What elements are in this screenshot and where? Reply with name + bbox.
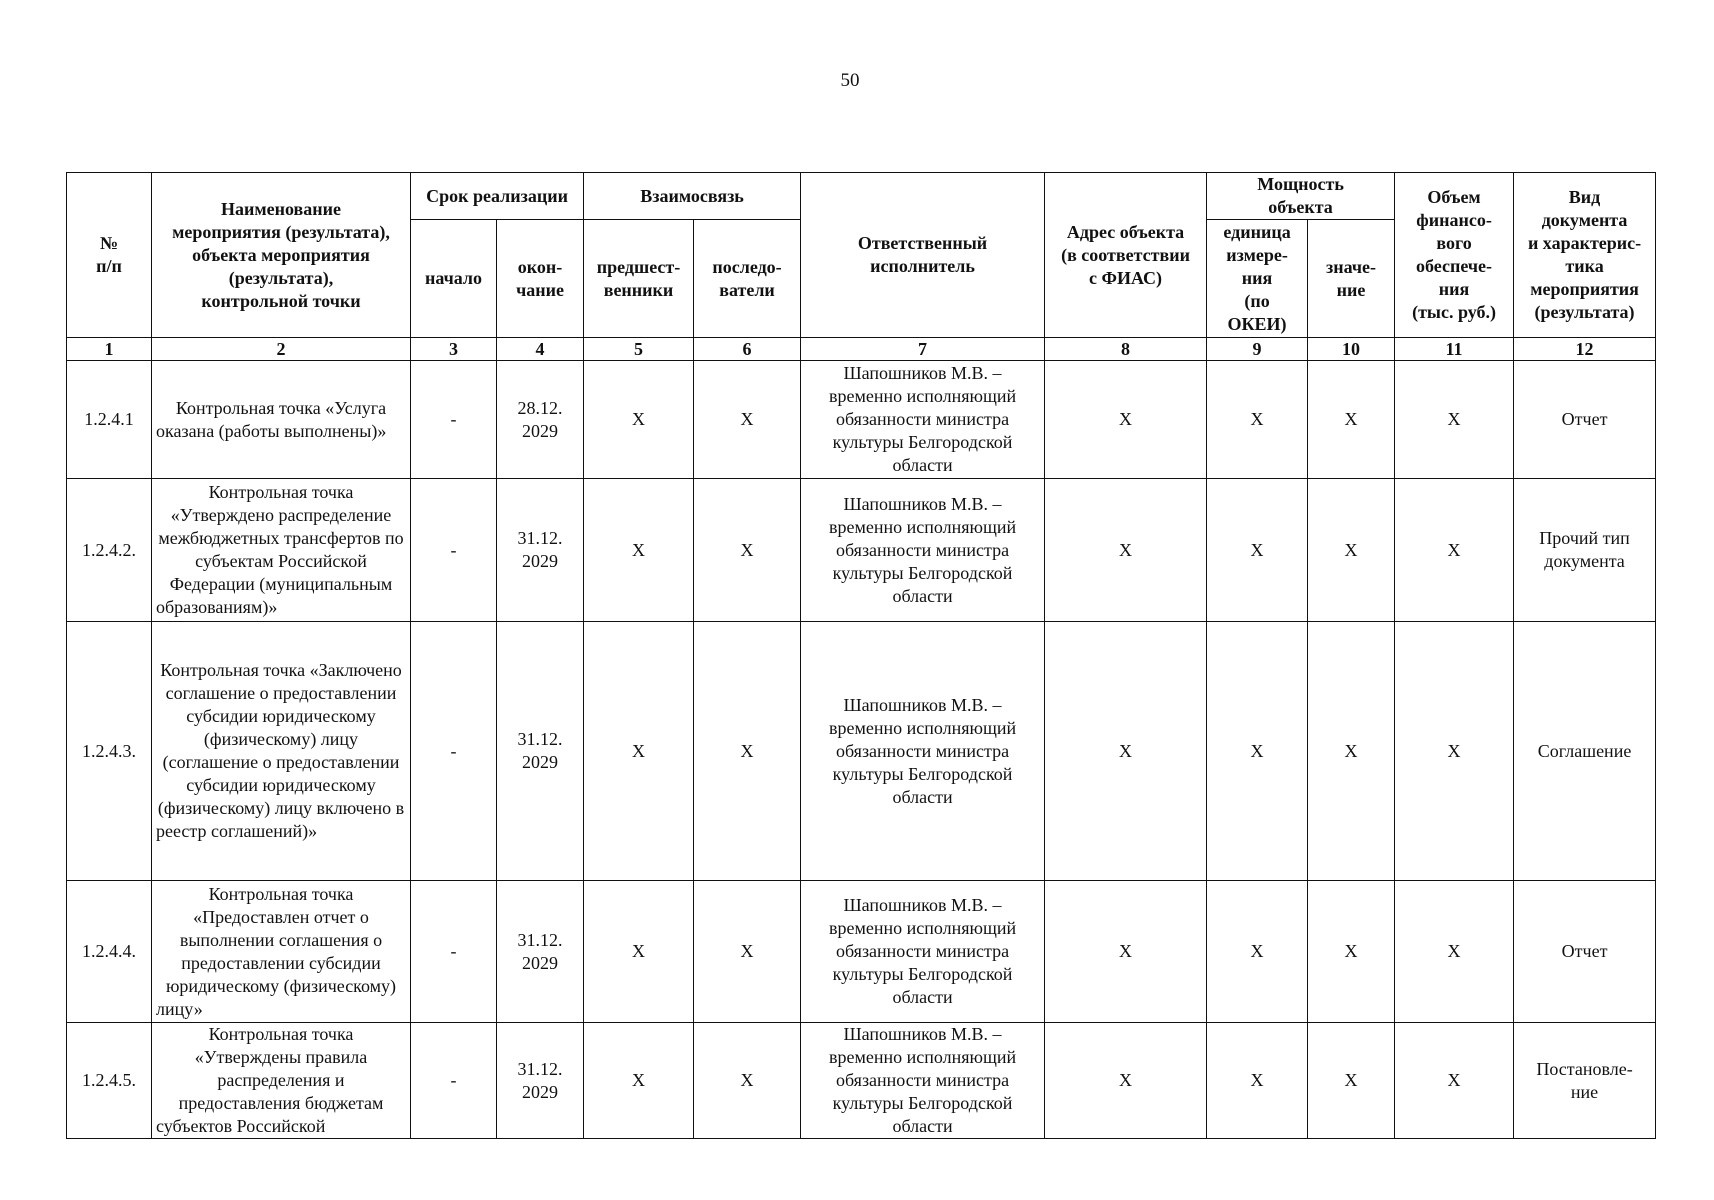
header-capacity-value: значе- ние <box>1308 220 1395 338</box>
row-value: X <box>1308 1023 1395 1139</box>
row-funding: X <box>1395 881 1514 1023</box>
header-address: Адрес объекта (в соответствии с ФИАС) <box>1045 173 1207 338</box>
row-predecessors: X <box>584 1023 694 1139</box>
row-document: Отчет <box>1514 881 1656 1023</box>
table-row <box>67 1023 1656 1139</box>
column-number: 6 <box>694 338 801 361</box>
row-start: - <box>411 1023 497 1139</box>
row-number: 1.2.4.3. <box>67 622 152 881</box>
row-predecessors: X <box>584 361 694 479</box>
header-number: № п/п <box>67 173 152 338</box>
row-unit: X <box>1207 1023 1308 1139</box>
table-row <box>67 881 1656 1023</box>
page-number: 50 <box>840 70 860 91</box>
row-address: X <box>1045 881 1207 1023</box>
row-number: 1.2.4.4. <box>67 881 152 1023</box>
column-number: 3 <box>411 338 497 361</box>
column-number: 11 <box>1395 338 1514 361</box>
row-predecessors: X <box>584 881 694 1023</box>
header-period-group: Срок реализации <box>411 173 584 220</box>
row-end: 31.12. 2029 <box>497 479 584 622</box>
row-responsible: Шапошников М.В. – временно исполняющий обязанности министра культуры Белгородской области <box>801 1023 1045 1139</box>
header-funding: Объем финансо- вого обеспече- ния (тыс. руб.) <box>1395 173 1514 338</box>
row-end: 31.12. 2029 <box>497 1023 584 1139</box>
row-unit: X <box>1207 622 1308 881</box>
header-relation-next: последо- ватели <box>694 220 801 338</box>
column-number: 7 <box>801 338 1045 361</box>
column-number: 2 <box>152 338 411 361</box>
header-responsible: Ответственный исполнитель <box>801 173 1045 338</box>
header-document: Вид документа и характерис- тика мероприятия (результата) <box>1514 173 1656 338</box>
row-responsible: Шапошников М.В. – временно исполняющий обязанности министра культуры Белгородской области <box>801 881 1045 1023</box>
header-period-start: начало <box>411 220 497 338</box>
row-unit: X <box>1207 361 1308 479</box>
row-responsible: Шапошников М.В. – временно исполняющий обязанности министра культуры Белгородской области <box>801 479 1045 622</box>
column-number: 5 <box>584 338 694 361</box>
row-document: Соглашение <box>1514 622 1656 881</box>
row-address: X <box>1045 622 1207 881</box>
row-successors: X <box>694 622 801 881</box>
row-end: 31.12. 2029 <box>497 881 584 1023</box>
row-funding: X <box>1395 1023 1514 1139</box>
row-unit: X <box>1207 479 1308 622</box>
row-start: - <box>411 622 497 881</box>
column-number: 1 <box>67 338 152 361</box>
table-row <box>67 361 1656 479</box>
row-predecessors: X <box>584 622 694 881</box>
table-row <box>67 622 1656 881</box>
header-relation-prev: предшест- венники <box>584 220 694 338</box>
row-successors: X <box>694 361 801 479</box>
row-document: Отчет <box>1514 361 1656 479</box>
row-value: X <box>1308 361 1395 479</box>
row-address: X <box>1045 479 1207 622</box>
row-document: Постановле- ние <box>1514 1023 1656 1139</box>
row-value: X <box>1308 622 1395 881</box>
header-row-top <box>67 173 1656 220</box>
row-responsible: Шапошников М.В. – временно исполняющий обязанности министра культуры Белгородской области <box>801 622 1045 881</box>
row-end: 31.12. 2029 <box>497 622 584 881</box>
column-number: 8 <box>1045 338 1207 361</box>
row-predecessors: X <box>584 479 694 622</box>
row-successors: X <box>694 1023 801 1139</box>
row-successors: X <box>694 479 801 622</box>
row-start: - <box>411 361 497 479</box>
row-start: - <box>411 881 497 1023</box>
column-number: 9 <box>1207 338 1308 361</box>
column-number-row <box>67 338 1656 361</box>
row-start: - <box>411 479 497 622</box>
header-relation-group: Взаимосвязь <box>584 173 801 220</box>
row-name: Контрольная точка «Услуга оказана (работы выполнены)» <box>152 361 411 479</box>
row-funding: X <box>1395 479 1514 622</box>
column-number: 4 <box>497 338 584 361</box>
row-name: Контрольная точка «Заключено соглашение о предоставлении субсидии юридическому (физическому) лицу (соглашение о предоставлении субсидии юридическому (физическому) лицу включено в реестр соглашений)» <box>152 622 411 881</box>
row-address: X <box>1045 1023 1207 1139</box>
row-unit: X <box>1207 881 1308 1023</box>
row-value: X <box>1308 881 1395 1023</box>
row-funding: X <box>1395 622 1514 881</box>
row-value: X <box>1308 479 1395 622</box>
plan-table <box>66 172 1656 1139</box>
table-row <box>67 479 1656 622</box>
row-document: Прочий тип документа <box>1514 479 1656 622</box>
row-name: Контрольная точка «Утверждены правила распределения и предоставления бюджетам субъектов Российской <box>152 1023 411 1139</box>
table-body <box>67 361 1656 1139</box>
row-name: Контрольная точка «Предоставлен отчет о выполнении соглашения о предоставлении субсидии юридическому (физическому) лицу» <box>152 881 411 1023</box>
row-address: X <box>1045 361 1207 479</box>
row-name: Контрольная точка «Утверждено распределение межбюджетных трансфертов по субъектам Российской Федерации (муниципальным образованиям)» <box>152 479 411 622</box>
row-number: 1.2.4.5. <box>67 1023 152 1139</box>
column-number: 10 <box>1308 338 1395 361</box>
row-number: 1.2.4.2. <box>67 479 152 622</box>
row-number: 1.2.4.1 <box>67 361 152 479</box>
row-responsible: Шапошников М.В. – временно исполняющий обязанности министра культуры Белгородской области <box>801 361 1045 479</box>
header-capacity-group: Мощность объекта <box>1207 173 1395 220</box>
column-number: 12 <box>1514 338 1656 361</box>
row-successors: X <box>694 881 801 1023</box>
row-end: 28.12. 2029 <box>497 361 584 479</box>
header-name: Наименование мероприятия (результата), объекта мероприятия (результата), контрольной точки <box>152 173 411 338</box>
row-funding: X <box>1395 361 1514 479</box>
header-period-end: окон- чание <box>497 220 584 338</box>
table-header <box>67 173 1656 361</box>
header-capacity-unit: единица измере- ния (по ОКЕИ) <box>1207 220 1308 338</box>
